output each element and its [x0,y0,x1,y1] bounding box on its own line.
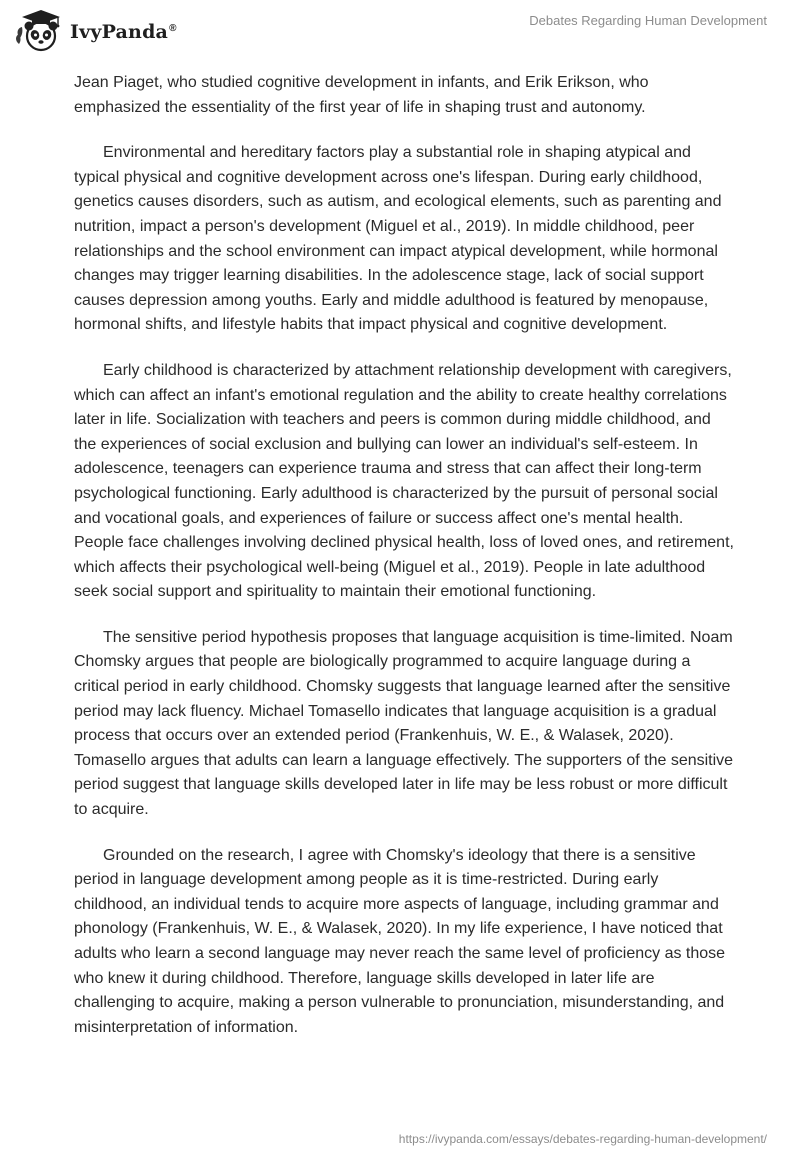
paragraph-5: Grounded on the research, I agree with Chomsky's ideology that there is a sensitive period in language development among people as it is time-restricted. During early childhood, an individual tends to acquire more aspects of language, including grammar and phonology (Frankenhuis, W. E., & Walasek, 2020). In my life experience, I have noticed that adults who learn a second language may never reach the same level of proficiency as those who knew it during childhood. Therefore, language skills developed in later life are challenging to acquire, making a person vulnerable to pronunciation, misunderstanding, and misinterpretation of information. [74,846,726,1036]
brand-logo[interactable] [14,8,177,54]
paragraph-4: The sensitive period hypothesis proposes that language acquisition is time-limited. Noam Chomsky argues that people are biologically programmed to acquire language during a critical period in early childhood. Chomsky suggests that language learned after the sensitive period may lack fluency. Michael Tomasello indicates that language acquisition is a gradual process that occurs over an extended period (Frankenhuis, W. E., & Walasek, 2020). Tomasello argues that adults can learn a language effectively. The supporters of the sensitive period suggest that language skills developed later in life may be less robust or more difficult to acquire. [74,628,734,819]
paragraph-2: Environmental and hereditary factors play a substantial role in shaping atypical and typical physical and cognitive development across one's lifespan. During early childhood, genetics causes disorders, such as autism, and ecological elements, such as parenting and nutrition, impact a person's development (Miguel et al., 2019). In middle childhood, peer relationships and the school environment can impact atypical development, while hormonal changes may trigger learning disabilities. In the adolescence stage, lack of social support causes depression among youths. Early and middle adulthood is featured by menopause, hormonal shifts, and lifestyle habits that impact physical and cognitive development. [74,144,722,334]
paragraph-3: Early childhood is characterized by attachment relationship development with caregivers, which can affect an infant's emotional regulation and the ability to create healthy correlations later in life. Socialization with teachers and peers is common during middle childhood, and the experiences of social exclusion and bullying can lower an individual's self-esteem. In adolescence, teenagers can experience trauma and stress that can affect their long-term psychological functioning. Early adulthood is characterized by the pursuit of personal social and vocational goals, and experiences of failure or success affect one's mental health. People face challenges involving declined physical health, loss of loved ones, and retirement, which affects their psychological well-being (Miguel et al., 2019). People in late adulthood seek social support and spirituality to maintain their emotional functioning. [74,361,734,601]
essay-body [74,71,734,1061]
registered-mark: ® [169,22,177,34]
paragraph-1: Jean Piaget, who studied cognitive development in infants, and Erik Erikson, who emphasized the essentiality of the first year of life in shaping trust and autonomy. [74,74,649,116]
source-url[interactable]: https://ivypanda.com/essays/debates-regarding-human-development/ [398,1132,767,1146]
brand-name: IvyPanda® [70,21,177,43]
panda-graduation-cap-icon [14,8,64,54]
document-title: Debates Regarding Human Development [529,13,767,28]
page-header [0,0,800,62]
